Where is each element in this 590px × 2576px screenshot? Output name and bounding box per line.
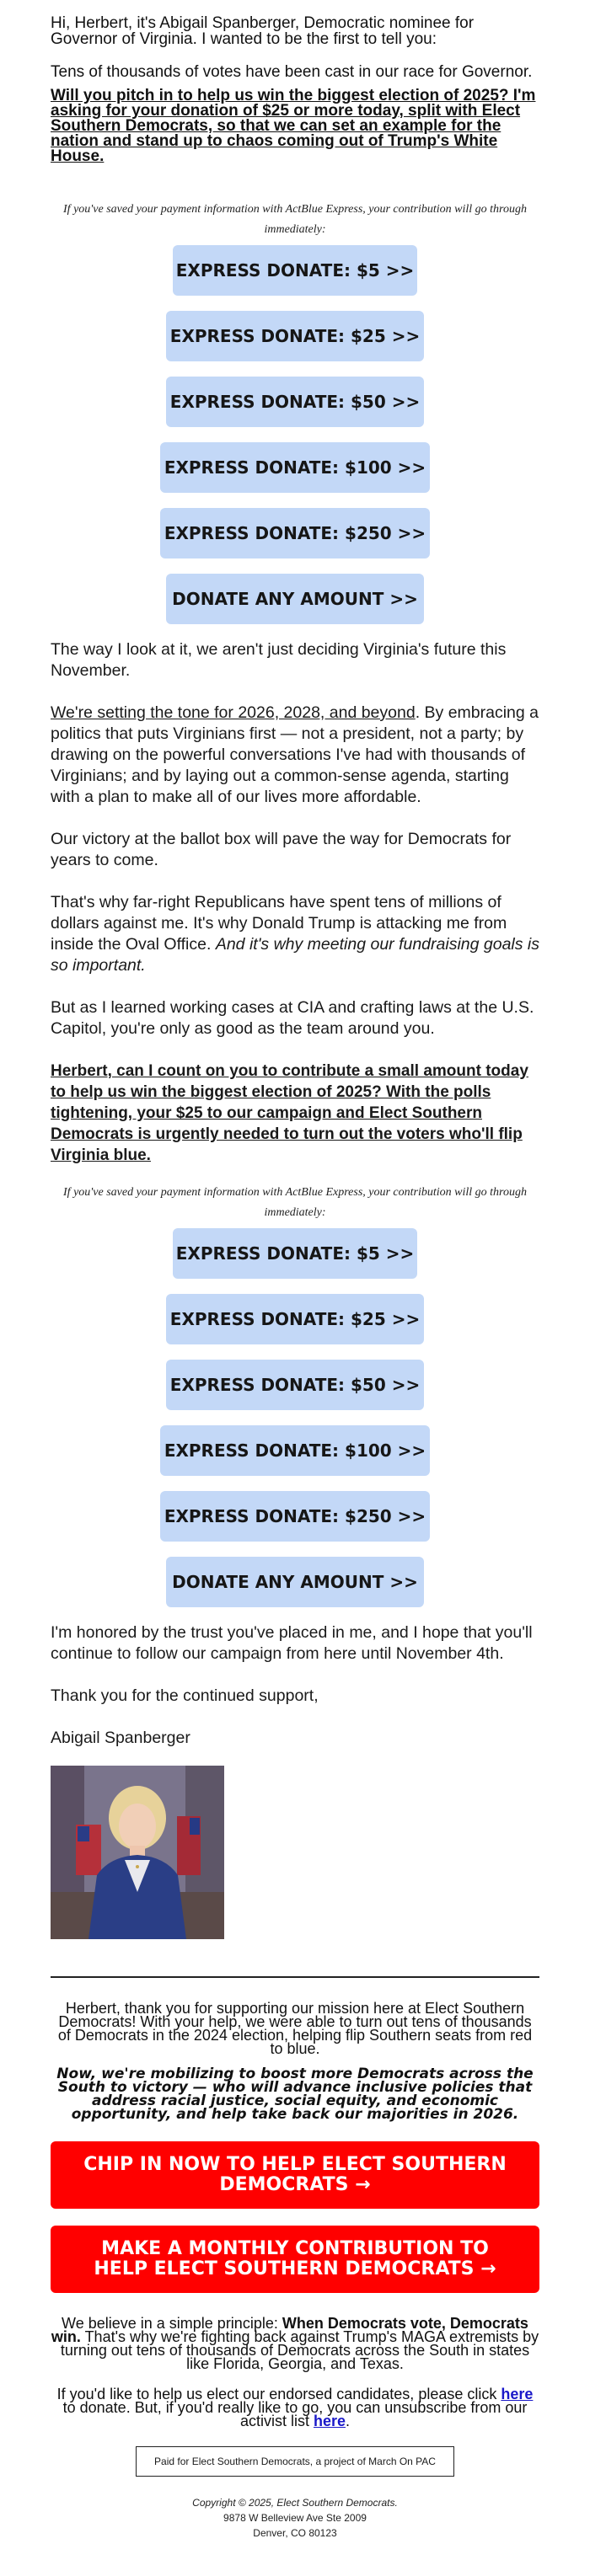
chip-in-button[interactable]: CHIP IN NOW TO HELP ELECT SOUTHERN DEMOCRATS → <box>51 2141 539 2209</box>
express-donate-250-button[interactable]: EXPRESS DONATE: $250 >> <box>160 1491 430 1542</box>
candidate-photo <box>51 1766 224 1939</box>
express-donate-100-button[interactable]: EXPRESS DONATE: $100 >> <box>160 442 430 493</box>
unsub-text-1: If you'd like to help us elect our endorsed candidates, please click <box>56 2386 502 2402</box>
express-donate-5-button[interactable]: EXPRESS DONATE: $5 >> <box>173 245 417 296</box>
express-donate-5-button[interactable]: EXPRESS DONATE: $5 >> <box>173 1228 417 1279</box>
paid-for-disclaimer: Paid for Elect Southern Democrats, a project of March On PAC <box>136 2446 454 2477</box>
body-paragraph-5: But as I learned working cases at CIA and crafting laws at the U.S. Capitol, you're only as good as the team around you. <box>51 998 534 1038</box>
body-paragraph-1: The way I look at it, we aren't just deciding Virginia's future this November. <box>51 640 507 680</box>
body-paragraph-2-rest: . By embracing a politics that puts Virginians first — not a president, not a party; by drawing on the powerful conversations I've had with thousands of Virginians; and by laying out a common-sense agenda, starting with a plan to make all of our lives more affordable. <box>51 703 539 806</box>
copyright-block <box>51 2495 539 2541</box>
closing-honored: I'm honored by the trust you've placed in me, and I hope that you'll continue to follow our campaign from here until November 4th. <box>51 1623 533 1663</box>
donate-button-group-second <box>51 1228 539 1607</box>
body-paragraph-2 <box>51 703 539 808</box>
express-donate-100-button[interactable]: EXPRESS DONATE: $100 >> <box>160 1425 430 1476</box>
footer-principle <box>51 2317 539 2370</box>
express-donate-25-button[interactable]: EXPRESS DONATE: $25 >> <box>166 311 424 361</box>
donate-any-amount-button[interactable]: DONATE ANY AMOUNT >> <box>166 1557 424 1607</box>
footer-principle-rest: That's why we're fighting back against Trump's MAGA extremists by turning out tens of thousands of Democrats across the South in states like Florida, Georgia, and Texas. <box>60 2328 539 2372</box>
body-paragraph-3: Our victory at the ballot box will pave the way for Democrats for years to come. <box>51 830 512 869</box>
footer-mobilizing: Now, we're mobilizing to boost more Democrats across the South to victory — who will advance inclusive policies that address racial justice, social equity, and economic opportunity, and help take back our majorities in 2026. <box>56 2066 534 2123</box>
intro-greeting: Hi, Herbert, it's Abigail Spanberger, Democratic nominee for Governor of Virginia. I wanted to be the first to tell you: <box>51 14 475 48</box>
body-paragraph-4 <box>51 892 539 976</box>
footer-principle-bold: When Democrats vote, Democrats win. <box>51 2315 528 2345</box>
donate-any-amount-button[interactable]: DONATE ANY AMOUNT >> <box>166 574 424 624</box>
intro-pitch-link[interactable]: Will you pitch in to help us win the biggest election of 2025? I'm asking for your donation of $25 or more today, split with Elect Southern Democrats, so that we can set an example for the nation and stand up to chaos coming out of Trump's White House. <box>51 87 536 165</box>
body-paragraph-4-italic: And it's why meeting our fundraising goals is so important. <box>51 935 540 975</box>
footer-unsubscribe-text <box>51 2387 539 2428</box>
express-note: If you've saved your payment information with ActBlue Express, your contribution will go through immediately: <box>63 203 527 236</box>
address-line-1: 9878 W Belleview Ave Ste 2009 <box>223 2512 367 2524</box>
unsub-text-3: . <box>346 2413 351 2429</box>
footer-thanks: Herbert, thank you for supporting our mission here at Elect Southern Democrats! With your help, we were able to turn out tens of thousands of Democrats in the 2024 election, helping flip Southern seats from red to blue. <box>57 2000 533 2057</box>
body-paragraph-2-underlined: We're setting the tone for 2026, 2028, and beyond <box>51 703 416 722</box>
signature: Abigail Spanberger <box>51 1729 190 1747</box>
footer-divider <box>51 1976 539 1978</box>
intro-votes-line: Tens of thousands of votes have been cast in our race for Governor. <box>51 63 533 81</box>
body-paragraph-4-plain: That's why far-right Republicans have spent tens of millions of dollars against me. It's why Donald Trump is attacking me from inside the Oval Office. <box>51 893 507 954</box>
express-donate-250-button[interactable]: EXPRESS DONATE: $250 >> <box>160 508 430 558</box>
unsubscribe-here-link[interactable]: here <box>313 2413 346 2429</box>
footer-principle-lead: We believe in a simple principle: <box>62 2315 282 2332</box>
donation-ask-link[interactable]: Herbert, can I count on you to contribute a small amount today to help us win the biggest election of 2025? With the polls tightening, your $25 to our campaign and Elect Southern Democrats is urgently needed to turn out the voters who'll flip Virginia blue. <box>51 1062 528 1164</box>
email-body <box>51 0 539 2541</box>
address-line-2: Denver, CO 80123 <box>253 2527 337 2539</box>
express-donate-25-button[interactable]: EXPRESS DONATE: $25 >> <box>166 1294 424 1344</box>
copyright-text: Copyright © 2025, Elect Southern Democrats. <box>192 2497 398 2509</box>
donate-here-link[interactable]: here <box>501 2386 534 2402</box>
unsub-text-2: to donate. But, if you'd really like to go, you can unsubscribe from our activist list <box>62 2399 528 2429</box>
express-donate-50-button[interactable]: EXPRESS DONATE: $50 >> <box>166 1360 424 1410</box>
monthly-contribution-button[interactable]: MAKE A MONTHLY CONTRIBUTION TO HELP ELECT SOUTHERN DEMOCRATS → <box>51 2226 539 2293</box>
express-donate-50-button[interactable]: EXPRESS DONATE: $50 >> <box>166 377 424 427</box>
express-note-second: If you've saved your payment information with ActBlue Express, your contribution will go through immediately: <box>63 1186 527 1219</box>
closing-thanks: Thank you for the continued support, <box>51 1686 319 1705</box>
donate-button-group <box>51 245 539 624</box>
